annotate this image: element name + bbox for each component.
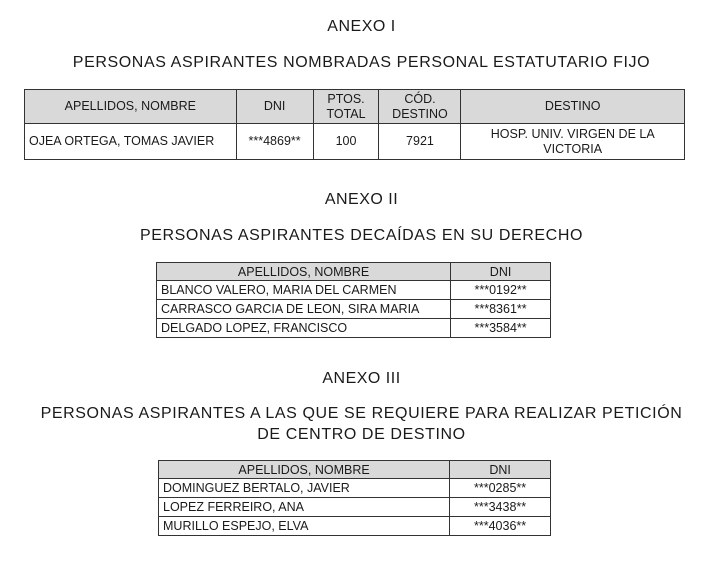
cell-apellidos-nombre: DELGADO LOPEZ, FRANCISCO — [157, 319, 451, 338]
header-destino-line: DESTINO — [392, 106, 448, 121]
cell-destino: HOSP. UNIV. VIRGEN DE LA VICTORIA — [461, 124, 685, 160]
table-header-row — [25, 90, 685, 124]
cell-cod-destino: 7921 — [379, 124, 461, 160]
cell-apellidos-nombre: OJEA ORTEGA, TOMAS JAVIER — [25, 124, 237, 160]
table-row — [157, 319, 551, 338]
cell-apellidos-nombre: CARRASCO GARCIA DE LEON, SIRA MARIA — [157, 300, 451, 319]
annex-3-subtitle-line-2: DE CENTRO DE DESTINO — [257, 426, 466, 443]
annex-3-title: ANEXO III — [322, 370, 401, 387]
header-dni: DNI — [236, 90, 313, 124]
cell-dni: ***3438** — [450, 498, 551, 517]
annex-2-table — [156, 262, 551, 338]
header-dni: DNI — [450, 461, 551, 479]
table-row — [157, 281, 551, 300]
cell-dni: ***0285** — [450, 479, 551, 498]
header-apellidos-nombre: APELLIDOS, NOMBRE — [157, 263, 451, 281]
header-ptos-line: PTOS. — [327, 91, 365, 106]
table-row — [159, 479, 551, 498]
annex-1-subtitle: PERSONAS ASPIRANTES NOMBRADAS PERSONAL ESTATUTARIO FIJO — [72, 54, 651, 71]
header-dni: DNI — [451, 263, 551, 281]
cell-dni: ***3584** — [451, 319, 551, 338]
annex-3-subtitle-line-1: PERSONAS ASPIRANTES A LAS QUE SE REQUIERE PARA REALIZAR PETICIÓN — [40, 405, 683, 422]
header-apellidos-nombre: APELLIDOS, NOMBRE — [25, 90, 237, 124]
cell-dni: ***8361** — [451, 300, 551, 319]
cell-apellidos-nombre: BLANCO VALERO, MARIA DEL CARMEN — [157, 281, 451, 300]
table-header-row — [159, 461, 551, 479]
header-destino: DESTINO — [461, 90, 685, 124]
cell-ptos-total: 100 — [313, 124, 379, 160]
header-cod-line: CÓD. — [404, 91, 436, 106]
table-row — [159, 517, 551, 536]
cell-apellidos-nombre: LOPEZ FERREIRO, ANA — [159, 498, 450, 517]
cell-dni: ***4869** — [236, 124, 313, 160]
annex-2-title: ANEXO II — [324, 191, 399, 208]
cell-dni: ***0192** — [451, 281, 551, 300]
header-ptos-total — [313, 90, 379, 124]
table-row — [25, 124, 685, 160]
table-row — [159, 498, 551, 517]
annex-1-title: ANEXO I — [327, 18, 396, 35]
table-row — [157, 300, 551, 319]
annex-2-subtitle: PERSONAS ASPIRANTES DECAÍDAS EN SU DERECHO — [139, 227, 584, 244]
header-apellidos-nombre: APELLIDOS, NOMBRE — [159, 461, 450, 479]
header-total-line: TOTAL — [326, 106, 366, 121]
annex-3-table — [158, 460, 551, 536]
cell-dni: ***4036** — [450, 517, 551, 536]
table-header-row — [157, 263, 551, 281]
cell-apellidos-nombre: DOMINGUEZ BERTALO, JAVIER — [159, 479, 450, 498]
annex-1-table — [24, 89, 685, 160]
header-cod-destino — [379, 90, 461, 124]
cell-apellidos-nombre: MURILLO ESPEJO, ELVA — [159, 517, 450, 536]
